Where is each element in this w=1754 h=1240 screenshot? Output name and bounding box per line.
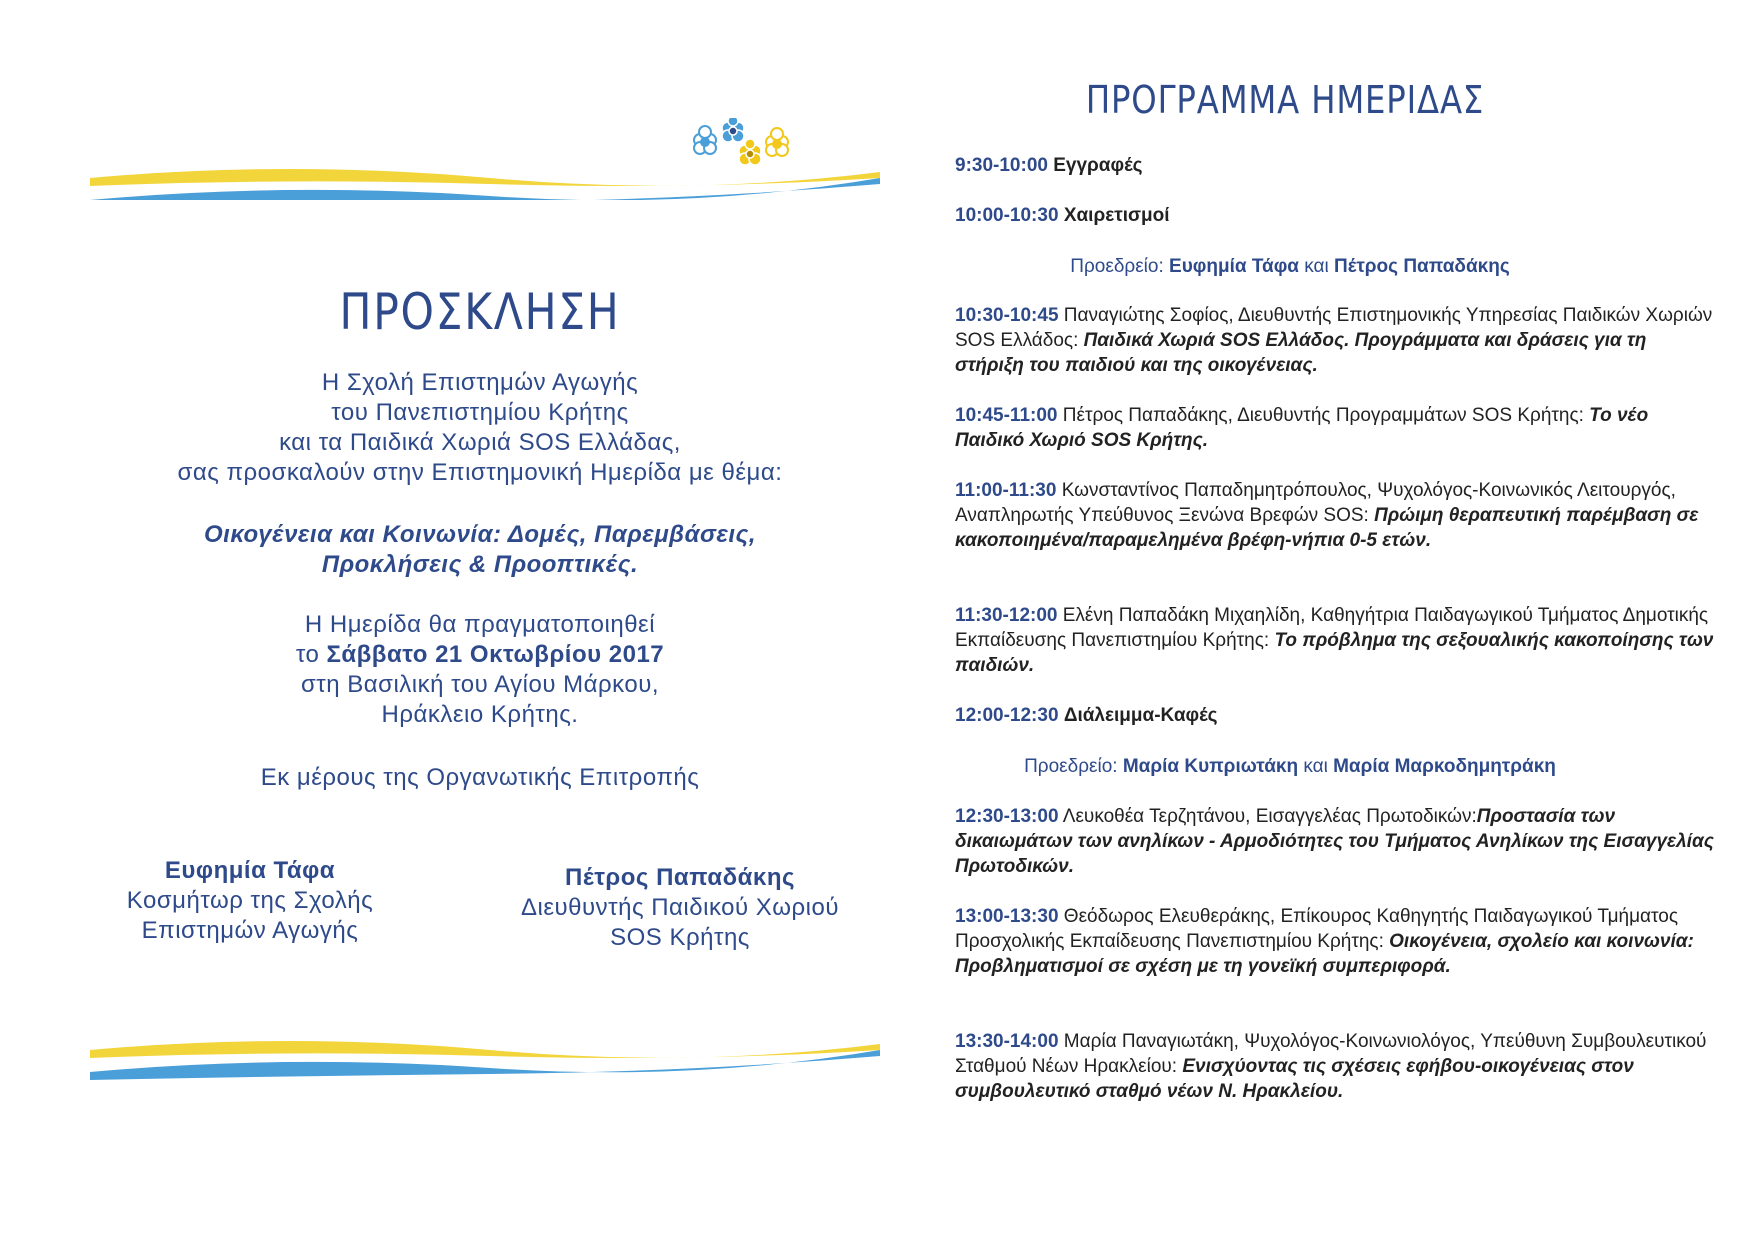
event-date-line xyxy=(90,640,870,670)
event-date: Σάββατο 21 Οκτωβρίου 2017 xyxy=(326,641,665,668)
entry-time: 10:45-11:00 xyxy=(955,405,1058,426)
bottom-wave-decoration xyxy=(90,1030,890,1110)
program-entry xyxy=(955,703,1715,728)
event-line: Ηράκλειο Κρήτης. xyxy=(381,701,579,728)
entry-label: Διάλειμμα-Καφές xyxy=(1063,705,1218,726)
program-entry xyxy=(955,478,1715,553)
entry-label: Εγγραφές xyxy=(1053,155,1143,176)
chair-name: Μαρία Μαρκοδημητράκη xyxy=(1333,756,1556,777)
entry-time: 10:00-10:30 xyxy=(955,205,1059,226)
program-page xyxy=(955,0,1714,1240)
signatory-role: Κοσμήτωρ της Σχολής xyxy=(126,887,374,914)
entry-talk: Οικογένεια, σχολείο και κοινωνία: Προβληματισμοί σε σχέση με τη γονεϊκή συμπεριφορά. xyxy=(955,931,1694,977)
program-entry xyxy=(955,603,1715,678)
chair-line xyxy=(955,754,1625,779)
entry-time: 13:30-14:00 xyxy=(955,1031,1059,1052)
program-entry xyxy=(955,1029,1715,1104)
entry-speaker: Ελένη Παπαδάκη Μιχαηλίδη, Καθηγήτρια Παιδαγωγικού Τμήματος Δημοτικής Εκπαίδευσης Πανεπιστημίου Κρήτης: xyxy=(955,605,1709,651)
entry-speaker: Μαρία Παναγιωτάκη, Ψυχολόγος-Κοινωνιολόγος, Υπεύθυνη Συμβουλευτικού Σταθμού Νέων Ηρακλείου: xyxy=(955,1031,1707,1077)
entry-talk: Πρώιμη θεραπευτική παρέμβαση σε κακοποιημένα/παραμελημένα βρέφη-νήπια 0-5 ετών. xyxy=(955,505,1699,551)
entry-speaker: Παναγιώτης Σοφίος, Διευθυντής Επιστημονικής Υπηρεσίας Παιδικών Χωριών SOS Ελλάδος: xyxy=(955,305,1713,351)
entry-talk: Το πρόβλημα της σεξουαλικής κακοποίησης των παιδιών. xyxy=(955,630,1714,676)
invitation-intro xyxy=(90,368,870,488)
chair-name: Μαρία Κυπριωτάκη xyxy=(1122,756,1299,777)
event-details xyxy=(90,610,870,730)
entry-speaker: Λευκοθέα Τερζητάνου, Εισαγγελέας Πρωτοδικών: xyxy=(1058,806,1477,827)
entry-talk: Προστασία των δικαιωμάτων των ανηλίκων - Αρμοδιότητες του Τμήματος Ανηλίκων της Εισαγγελίας Πρωτοδικών. xyxy=(955,806,1714,877)
entry-time: 10:30-10:45 xyxy=(955,305,1059,326)
signatory-name: Ευφημία Τάφα xyxy=(164,857,336,884)
intro-line: Η Σχολή Επιστημών Αγωγής xyxy=(321,369,639,396)
event-line: στη Βασιλική του Αγίου Μάρκου, xyxy=(300,671,660,698)
entry-time: 12:30-13:00 xyxy=(955,806,1059,827)
program-title: ΠΡΟΓΡΑΜΜΑ ΗΜΕΡΙΔΑΣ xyxy=(1085,78,1485,122)
intro-line: και τα Παιδικά Χωριά SOS Ελλάδας, xyxy=(279,429,681,456)
committee-note: Εκ μέρους της Οργανωτικής Επιτροπής xyxy=(260,764,700,791)
entry-time: 11:00-11:30 xyxy=(955,480,1057,501)
signatory-role: SOS Κρήτης xyxy=(610,924,750,951)
theme-line: Οικογένεια και Κοινωνία: Δομές, Παρεμβάσεις, xyxy=(204,521,756,548)
entry-time: 11:30-12:00 xyxy=(955,605,1058,626)
event-theme xyxy=(90,520,870,580)
intro-line: του Πανεπιστημίου Κρήτης xyxy=(331,399,629,426)
chair-and: και xyxy=(1298,756,1334,777)
signatory-dean xyxy=(90,856,410,946)
intro-line: σας προσκαλούν στην Επιστημονική Ημερίδα με θέμα: xyxy=(177,459,783,486)
entry-speaker: Θεόδωρος Ελευθεράκης, Επίκουρος Καθηγητής Παιδαγωγικού Τμήματος Προσχολικής Εκπαίδευσης Πανεπιστημίου Κρήτης: xyxy=(955,906,1678,952)
chair-name: Πέτρος Παπαδάκης xyxy=(1334,256,1510,277)
signatory-director xyxy=(490,863,870,953)
signatory-role: Επιστημών Αγωγής xyxy=(141,917,359,944)
entry-talk: Παιδικά Χωριά SOS Ελλάδος. Προγράμματα και δράσεις για τη στήριξη του παιδιού και της οικογένειας. xyxy=(955,330,1647,376)
entry-speaker: Κωνσταντίνος Παπαδημητρόπουλος, Ψυχολόγος-Κοινωνικός Λειτουργός, Αναπληρωτής Υπεύθυνος Ξενώνα Βρεφών SOS: xyxy=(955,480,1676,526)
invitation-page xyxy=(90,0,890,1240)
program-entry xyxy=(955,203,1715,228)
entry-time: 9:30-10:00 xyxy=(955,155,1048,176)
signatory-name: Πέτρος Παπαδάκης xyxy=(565,864,795,891)
entry-time: 13:00-13:30 xyxy=(955,906,1059,927)
entry-label: Χαιρετισμοί xyxy=(1063,205,1170,226)
entry-talk: Το νέο Παιδικό Χωριό SOS Κρήτης. xyxy=(955,405,1649,451)
signatory-role: Διευθυντής Παιδικού Χωριού xyxy=(520,894,839,921)
entry-speaker: Πέτρος Παπαδάκης, Διευθυντής Προγραμμάτων SOS Κρήτης: xyxy=(1057,405,1590,426)
event-date-prefix: το xyxy=(295,641,327,668)
program-entry xyxy=(955,403,1715,453)
chair-name: Ευφημία Τάφα xyxy=(1169,256,1299,277)
entry-time: 12:00-12:30 xyxy=(955,705,1059,726)
top-wave-decoration xyxy=(90,120,890,200)
entry-talk: Ενισχύοντας τις σχέσεις εφήβου-οικογένειας στον συμβουλευτικό σταθμό νέων Ν. Ηρακλείου. xyxy=(955,1056,1634,1102)
chair-line xyxy=(955,254,1625,279)
invitation-title: ΠΡΟΣΚΛΗΣΗ xyxy=(339,283,621,341)
chair-prefix: Προεδρείο: xyxy=(1070,256,1170,277)
program-entry xyxy=(955,303,1715,378)
theme-line: Προκλήσεις & Προοπτικές. xyxy=(321,551,639,578)
program-entry xyxy=(955,153,1715,178)
chair-prefix: Προεδρείο: xyxy=(1024,756,1123,777)
chair-and: και xyxy=(1299,256,1335,277)
program-entry xyxy=(955,804,1715,879)
event-line: Η Ημερίδα θα πραγματοποιηθεί xyxy=(304,611,656,638)
program-entry xyxy=(955,904,1715,979)
